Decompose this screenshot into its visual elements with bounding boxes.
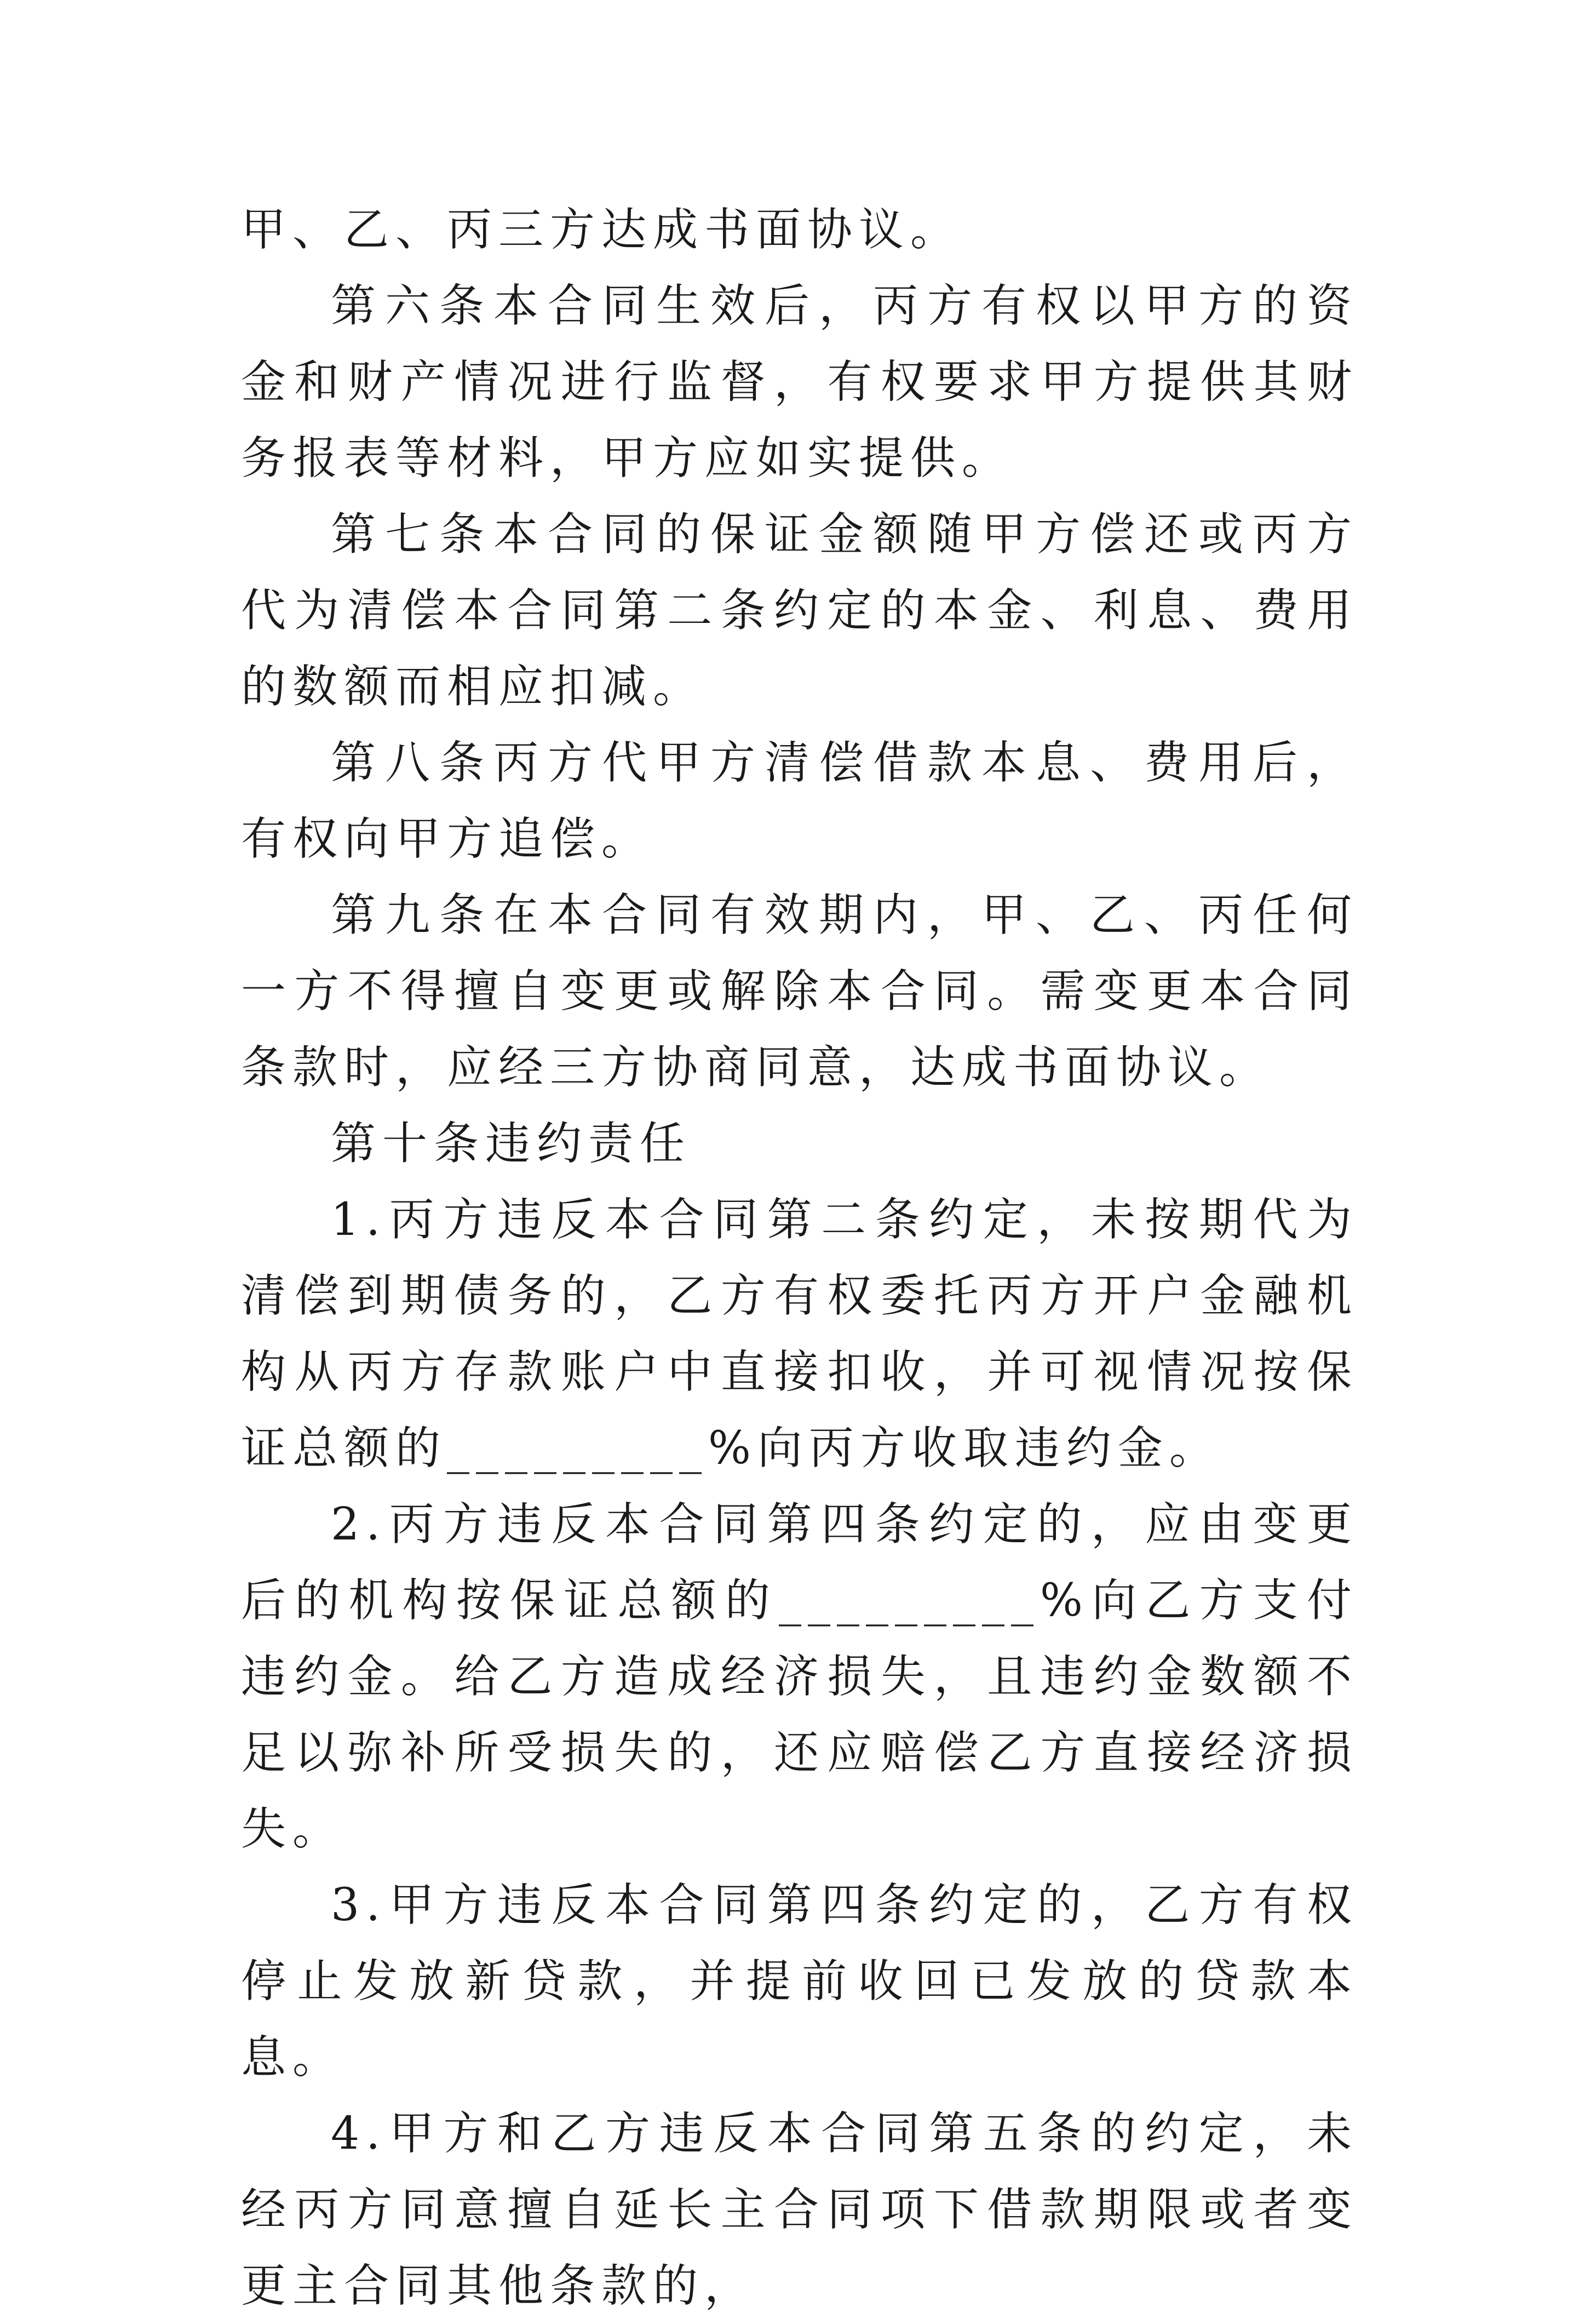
paragraph-clause-3: 3.甲方违反本合同第四条约定的，乙方有权停止发放新贷款，并提前收回已发放的贷款本息。 bbox=[241, 1879, 1358, 2083]
document-body bbox=[241, 192, 1358, 2324]
paragraph-article-10-heading: 第十条违约责任 bbox=[331, 1118, 692, 1170]
paragraph-clause-4: 4.甲方和乙方违反本合同第五条的约定，未经丙方同意擅自延长主合同项下借款期限或者变更主合同其他条款的， bbox=[241, 2108, 1358, 2312]
paragraph-article-8: 第八条丙方代甲方清偿借款本息、费用后，有权向甲方追偿。 bbox=[241, 737, 1358, 865]
paragraph-article-6: 第六条本合同生效后，丙方有权以甲方的资金和财产情况进行监督，有权要求甲方提供其财务报表等材料，甲方应如实提供。 bbox=[241, 280, 1358, 484]
paragraph-clause-1: 1.丙方违反本合同第二条约定，未按期代为清偿到期债务的，乙方有权委托丙方开户金融机构从丙方存款账户中直接扣收，并可视情况按保证总额的_________%向丙方收取违约金。 bbox=[241, 1194, 1358, 1474]
paragraph-article-7: 第七条本合同的保证金额随甲方偿还或丙方代为清偿本合同第二条约定的本金、利息、费用的数额而相应扣减。 bbox=[241, 508, 1358, 713]
paragraph-1: 甲、乙、丙三方达成书面协议。 bbox=[241, 204, 962, 256]
paragraph-clause-2: 2.丙方违反本合同第四条约定的，应由变更后的机构按保证总额的_________%向乙方支付违约金。给乙方造成经济损失，且违约金数额不足以弥补所受损失的，还应赔偿乙方直接经济损失。 bbox=[241, 1498, 1358, 1855]
paragraph-article-9: 第九条在本合同有效期内，甲、乙、丙任何一方不得擅自变更或解除本合同。需变更本合同条款时，应经三方协商同意，达成书面协议。 bbox=[241, 889, 1358, 1094]
